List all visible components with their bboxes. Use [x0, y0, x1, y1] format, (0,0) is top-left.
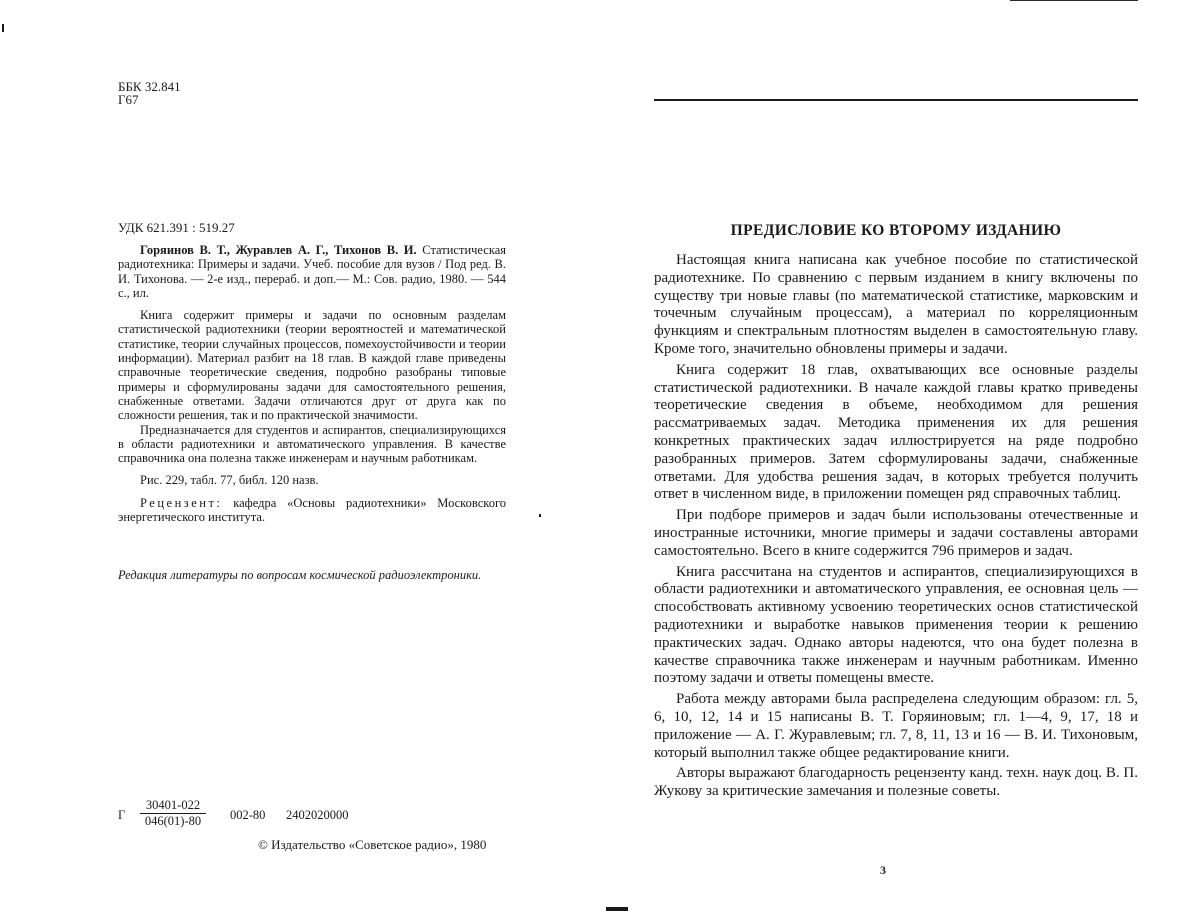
code-letter: Г [118, 808, 126, 822]
preface-paragraph: Настоящая книга написана как учебное пособие по статистической радиотехнике. По сравнению с первым изданием в книгу включены по существу три новые главы (по математической статистике, марковским и точечным случайным процессам), а материал по корреляционным функциям и спектральным плотностям выделен в самостоятельную главу. Кроме того, значительно обновлены примеры и задачи. [654, 252, 1138, 357]
top-rule [1010, 0, 1138, 1]
authors: Горяинов В. Т., Журавлев А. Г., Тихонов В. И. [140, 243, 417, 257]
preface-paragraph: При подборе примеров и задач были использованы отечественные и иностранные источники, многие примеры и задачи составлены авторами самостоятельно. Всего в книге содержится 796 примеров и задач. [654, 507, 1138, 559]
udk-code: УДК 621.391 : 519.27 [118, 220, 235, 235]
preface-heading: ПРЕДИСЛОВИЕ КО ВТОРОМУ ИЗДАНИЮ [730, 222, 1062, 239]
author-index: Г67 [118, 92, 139, 107]
header-rule [654, 99, 1138, 101]
editorial-note: Редакция литературы по вопросам космической радиоэлектроники. [118, 568, 482, 582]
annotation-paragraph: Книга содержит примеры и задачи по основным разделам статистической радиотехники (теории вероятностей и математической статистике, теории случайных процессов, помехоустойчивости и теории информации). Материал разбит на 18 глав. В каждой главе приведены справочные теоретические сведения, подробно разобраны типовые примеры и сформулированы задачи для самостоятельного решения, снабженные ответами. Задачи отличаются друг от друга как по сложности решения, так и по практической значимости. [118, 308, 506, 423]
reviewer-label: Рецензент: [140, 495, 223, 510]
copyright-line: © Издательство «Советское радио», 1980 [258, 837, 487, 852]
code-numerator: 30401-022 [140, 798, 206, 814]
reviewer-text: кафедра «Основы радиотехники» Московского энергетического института. [118, 495, 507, 525]
code-denominator: 046(01)-80 [144, 814, 202, 828]
bbk-code: ББК 32.841 [118, 79, 181, 94]
scan-mark [539, 514, 541, 517]
figure-stats: Рис. 229, табл. 77, библ. 120 назв. [140, 473, 319, 488]
preface-paragraph: Авторы выражают благодарность рецензенту канд. техн. наук доц. В. П. Жукову за критические замечания и полезные советы. [654, 765, 1138, 800]
scan-mark [606, 907, 628, 911]
code-number: 2402020000 [286, 808, 349, 822]
preface-paragraph: Книга содержит 18 глав, охватывающих все основные разделы статистической радиотехники. В начале каждой главы кратко приведены теоретические сведения в объеме, необходимом для решения рассматриваемых задач. Методика применения их для решения конкретных практических задач иллюстрируется на ряде подробно разобранных примеров. Затем сформулированы задачи, снабженные ответами. Для удобства решения задач, в которых требуется получить ответ в численном виде, в приложении помещен ряд справочных таблиц. [654, 361, 1138, 503]
code-plan: 002-80 [230, 808, 266, 822]
page-number: 3 [880, 863, 886, 877]
preface-paragraph: Работа между авторами была распределена следующим образом: гл. 5, 6, 10, 12, 14 и 15 написаны В. Т. Горяиновым; гл. 1—4, 9, 17, 18 и приложение — А. Г. Журавлевым; гл. 7, 8, 11, 13 и 16 — В. И. Тихоновым, который выполнил также общее редактирование книги. [654, 691, 1138, 761]
preface-text [654, 252, 1138, 804]
citation: Статистическая радиотехника: Примеры и задачи. Учеб. пособие для вузов / Под ред. В. И. Тихонова. — 2-е изд., перераб. и доп.— М.: Сов. радио, 1980. — 544 с., ил. [118, 243, 507, 300]
audience-paragraph: Предназначается для студентов и аспирантов, специализирующихся в области радиотехники и автоматического управления. В качестве справочника она полезна также инженерам и научным работникам. [118, 422, 506, 466]
preface-paragraph: Книга рассчитана на студентов и аспирантов, специализирующихся в области радиотехники и автоматического управления, ее основная цель — способствовать активному усвоению теоретических основ статистической радиотехники и выработке навыков применения теории к решению практических задач. Однако авторы надеются, что она будет полезна в качестве справочника также инженерам и научным работникам. Именно поэтому задачи и ответы помещены вместе. [654, 563, 1138, 687]
